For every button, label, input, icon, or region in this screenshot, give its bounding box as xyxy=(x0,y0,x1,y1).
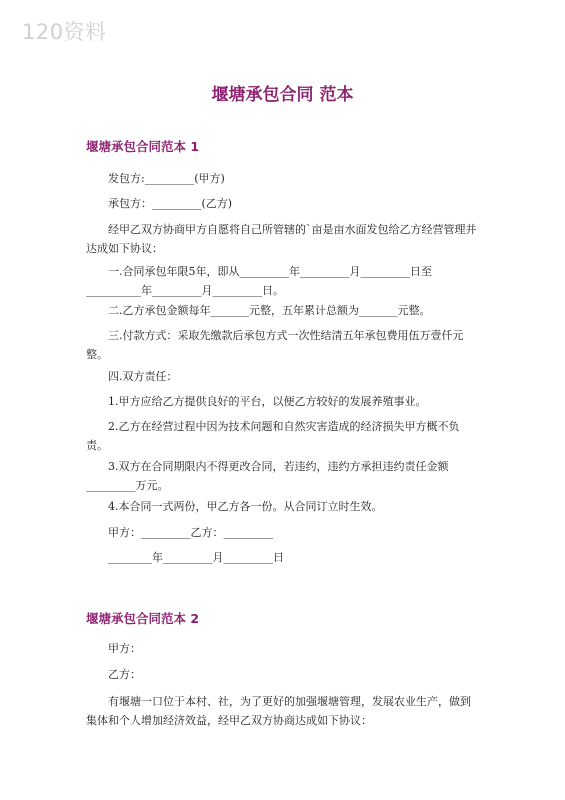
section1-responsibility-3: 3.双方在合同期限内不得更改合同，若违约，违约方承担违约责任金额_________万元。 xyxy=(86,460,449,492)
section1-clause-2: 二.乙方承包金额每年_______元整，五年累计总额为_______元整。 xyxy=(108,304,431,317)
watermark: 120资料 xyxy=(22,20,107,44)
section1-date-line: ________年_________月_________日 xyxy=(108,551,284,564)
document-title: 堰塘承包合同 范本 xyxy=(211,85,354,105)
section1-responsibility-2: 2.乙方在经营过程中因为技术问题和自然灾害造成的经济损失甲方概不负责。 xyxy=(86,420,460,452)
section1-intro-paragraph: 经甲乙双方协商甲方自愿将自己所管辖的`亩是亩水面发包给乙方经营管理并达成如下协议： xyxy=(86,223,477,255)
section1-clause-3: 三.付款方式：采取先缴款后承包方式一次性结清五年承包费用伍万壹仟元整。 xyxy=(86,329,464,361)
section1-signature-line: 甲方：_________乙方：_________ xyxy=(108,526,273,539)
section1-clause-1: 一.合同承包年限5年，即从_________年_________月_________日至__________年_________月_________日。 xyxy=(86,265,432,297)
section1-party-a: 发包方:_________(甲方) xyxy=(108,172,225,185)
section2-party-a: 甲方： xyxy=(108,642,141,655)
section1-responsibility-1: 1.甲方应给乙方提供良好的平台，以便乙方较好的发展养殖事业。 xyxy=(108,395,427,408)
section1-clause-4-heading: 四.双方责任： xyxy=(108,370,178,383)
section2-intro-paragraph: 有堰塘一口位于本村、社，为了更好的加强堰塘管理，发展农业生产，做到集体和个人增加经济效益，经甲乙双方协商达成如下协议： xyxy=(86,695,471,727)
section2-party-b: 乙方： xyxy=(108,668,141,681)
section2-heading: 堰塘承包合同范本 2 xyxy=(86,611,200,626)
section1-party-b: 承包方：_________(乙方) xyxy=(108,197,233,210)
section1-responsibility-4: 4.本合同一式两份，甲乙方各一份。从合同订立时生效。 xyxy=(108,500,383,513)
section1-heading: 堰塘承包合同范本 1 xyxy=(86,139,200,154)
